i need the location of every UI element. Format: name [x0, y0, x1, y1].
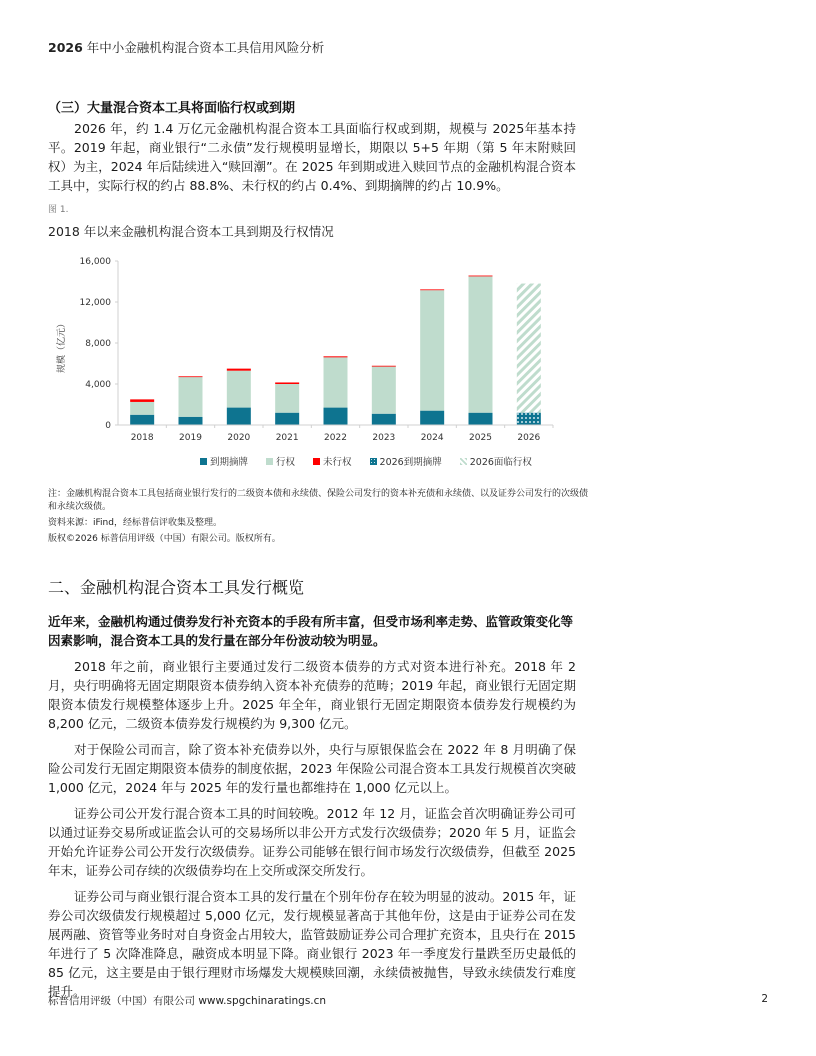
y-axis-label: 规模（亿元）: [57, 318, 67, 374]
bar-行权-2024: [420, 290, 444, 410]
section2-body: [48, 657, 576, 1001]
legend-item: [370, 454, 442, 468]
bar-到期摘牌-2018: [130, 415, 154, 425]
chart-legend: [200, 454, 532, 468]
bar-2026面临行权-2026: [517, 284, 541, 413]
bar-到期摘牌-2022: [324, 408, 348, 425]
bar-未行权-2018: [130, 399, 154, 402]
bar-到期摘牌-2024: [420, 411, 444, 425]
paragraph: 2026 年，约 1.4 万亿元金融机构混合资本工具面临行权或到期，规模与 2025年基本持平。2019 年起，商业银行“二永债”发行规模明显增长，期限以 5+5 年期（第 5 年末附赎回权）为主，2024 年后陆续进入“赎回潮”。在 2025 年到期或进入赎回节点的金融机构混合资本工具中，实际行权的约占 88.8%、未行权的约占 0.4%、到期摘牌的约占 10.9%。: [48, 121, 576, 193]
legend-label: 行权: [276, 457, 296, 468]
x-tick-label: 2021: [275, 433, 299, 443]
title-text: 年中小金融机构混合资本工具信用风险分析: [82, 40, 325, 55]
section-subheading: （三）大量混合资本工具将面临行权或到期: [48, 101, 296, 116]
x-tick-label: 2025: [469, 433, 492, 443]
lead-paragraph: 近年来，金融机构通过债券发行补充资本的手段有所丰富，但受市场利率走势、监管政策变化等因素影响，混合资本工具的发行量在部分年份波动较为明显。: [48, 614, 574, 648]
legend-swatch: [200, 458, 207, 465]
legend-item: [313, 454, 352, 468]
legend-swatch: [460, 458, 467, 465]
legend-item: [460, 454, 532, 468]
bar-chart: [48, 248, 568, 453]
bar-行权-2018: [130, 402, 154, 415]
x-tick-label: 2024: [420, 433, 444, 443]
bar-行权-2021: [275, 384, 299, 413]
bar-到期摘牌-2019: [179, 417, 203, 425]
y-tick-label: 4,000: [85, 380, 111, 390]
bar-行权-2019: [179, 377, 203, 417]
legend-swatch: [370, 458, 377, 465]
bar-未行权-2024: [420, 289, 444, 290]
section-heading: 二、金融机构混合资本工具发行概览: [48, 578, 305, 597]
bar-未行权-2019: [179, 376, 203, 377]
bar-未行权-2020: [227, 369, 251, 371]
x-tick-label: 2020: [227, 433, 251, 443]
paragraph: 对于保险公司而言，除了资本补充债券以外，央行与原银保监会在 2022 年 8 月明确了保险公司发行无固定期限资本债券的制度依据，2023 年保险公司混合资本工具发行规模首次突破 1,000 亿元，2024 年与 2025 年的发行量也都维持在 1,000 亿元以上。: [48, 742, 576, 795]
bar-到期摘牌-2021: [275, 413, 299, 425]
legend-item: [200, 454, 248, 468]
bar-行权-2020: [227, 371, 251, 408]
chart: [48, 248, 568, 473]
page-number: 2: [761, 993, 768, 1005]
copyright-text: 版权©2026 标普信用评级（中国）有限公司。版权所有。: [48, 534, 281, 544]
bar-行权-2022: [324, 357, 348, 407]
paragraph: 证券公司公开发行混合资本工具的时间较晚。2012 年 12 月，证监会首次明确证券公司可以通过证券交易所或证监会认可的交易场所以非公开方式发行次级债券；2020 年 5 月，证监会开始允许证券公司公开发行次级债券。证券公司能够在银行间市场发行次级债券，但截至 2025 年末，证券公司存续的次级债券均在上交所或深交所发行。: [48, 806, 576, 878]
legend-swatch: [313, 458, 320, 465]
paragraph: 2018 年之前，商业银行主要通过发行二级资本债券的方式对资本进行补充。2018 年 2 月，央行明确将无固定期限资本债券纳入资本补充债券的范畴；2019 年起，商业银行无固定期限资本债发行规模整体逐步上升。2025 年全年，商业银行无固定期限资本债券发行规模约为 8,200 亿元，二级资本债券发行规模约为 9,300 亿元。: [48, 659, 576, 731]
bar-未行权-2021: [275, 382, 299, 384]
source-text: 资料来源：iFind，经标普信评收集及整理。: [48, 518, 222, 528]
bar-到期摘牌-2025: [469, 413, 493, 425]
legend-item: [266, 454, 295, 468]
y-tick-label: 8,000: [85, 339, 111, 349]
x-tick-label: 2022: [324, 433, 347, 443]
x-tick-label: 2018: [130, 433, 154, 443]
legend-label: 2026到期摘牌: [379, 457, 442, 468]
document-title: [48, 38, 324, 56]
legend-label: 到期摘牌: [210, 457, 249, 468]
note-text: 注：金融机构混合资本工具包括商业银行发行的二级资本债和永续债、保险公司发行的资本补充债和永续债、以及证券公司发行的次级债和永续次级债。: [48, 489, 589, 512]
section3-body: [48, 119, 576, 195]
x-tick-label: 2019: [179, 433, 202, 443]
bar-到期摘牌-2020: [227, 408, 251, 425]
bar-2026到期摘牌-2026: [517, 413, 541, 425]
x-tick-label: 2026: [517, 433, 541, 443]
legend-label: 2026面临行权: [469, 457, 532, 468]
y-tick-label: 0: [105, 421, 111, 431]
title-year: 2026: [48, 40, 83, 55]
x-tick-label: 2023: [372, 433, 396, 443]
legend-swatch: [266, 458, 273, 465]
bar-行权-2023: [372, 367, 396, 414]
paragraph: 证券公司与商业银行混合资本工具的发行量在个别年份存在较为明显的波动。2015 年，证券公司次级债发行规模超过 5,000 亿元，发行规模显著高于其他年份，这是由于证券公司在发展两融、资管等业务时对自身资金占用较大，监管鼓励证券公司合理扩充资本，且央行在 2015 年进行了 5 次降准降息，融资成本明显下降。商业银行 2023 年一季度发行量跌至历史最低的 85 亿元，这主要是由于银行理财市场爆发大规模赎回潮，永续债被抛售，导致永续债发行难度提升。: [48, 889, 576, 999]
y-tick-label: 16,000: [79, 257, 111, 267]
bar-未行权-2022: [324, 356, 348, 357]
footer-company: 标普信用评级（中国）有限公司 www.spgchinaratings.cn: [48, 995, 327, 1007]
figure-title: 2018 年以来金融机构混合资本工具到期及行权情况: [48, 224, 334, 239]
figure-notes: [48, 488, 588, 549]
legend-label: 未行权: [323, 457, 352, 468]
y-tick-label: 12,000: [79, 298, 111, 308]
bar-行权-2025: [469, 276, 493, 412]
bar-未行权-2023: [372, 366, 396, 367]
bar-未行权-2025: [469, 276, 493, 277]
bar-到期摘牌-2023: [372, 414, 396, 425]
figure-label: 图 1.: [48, 205, 69, 215]
